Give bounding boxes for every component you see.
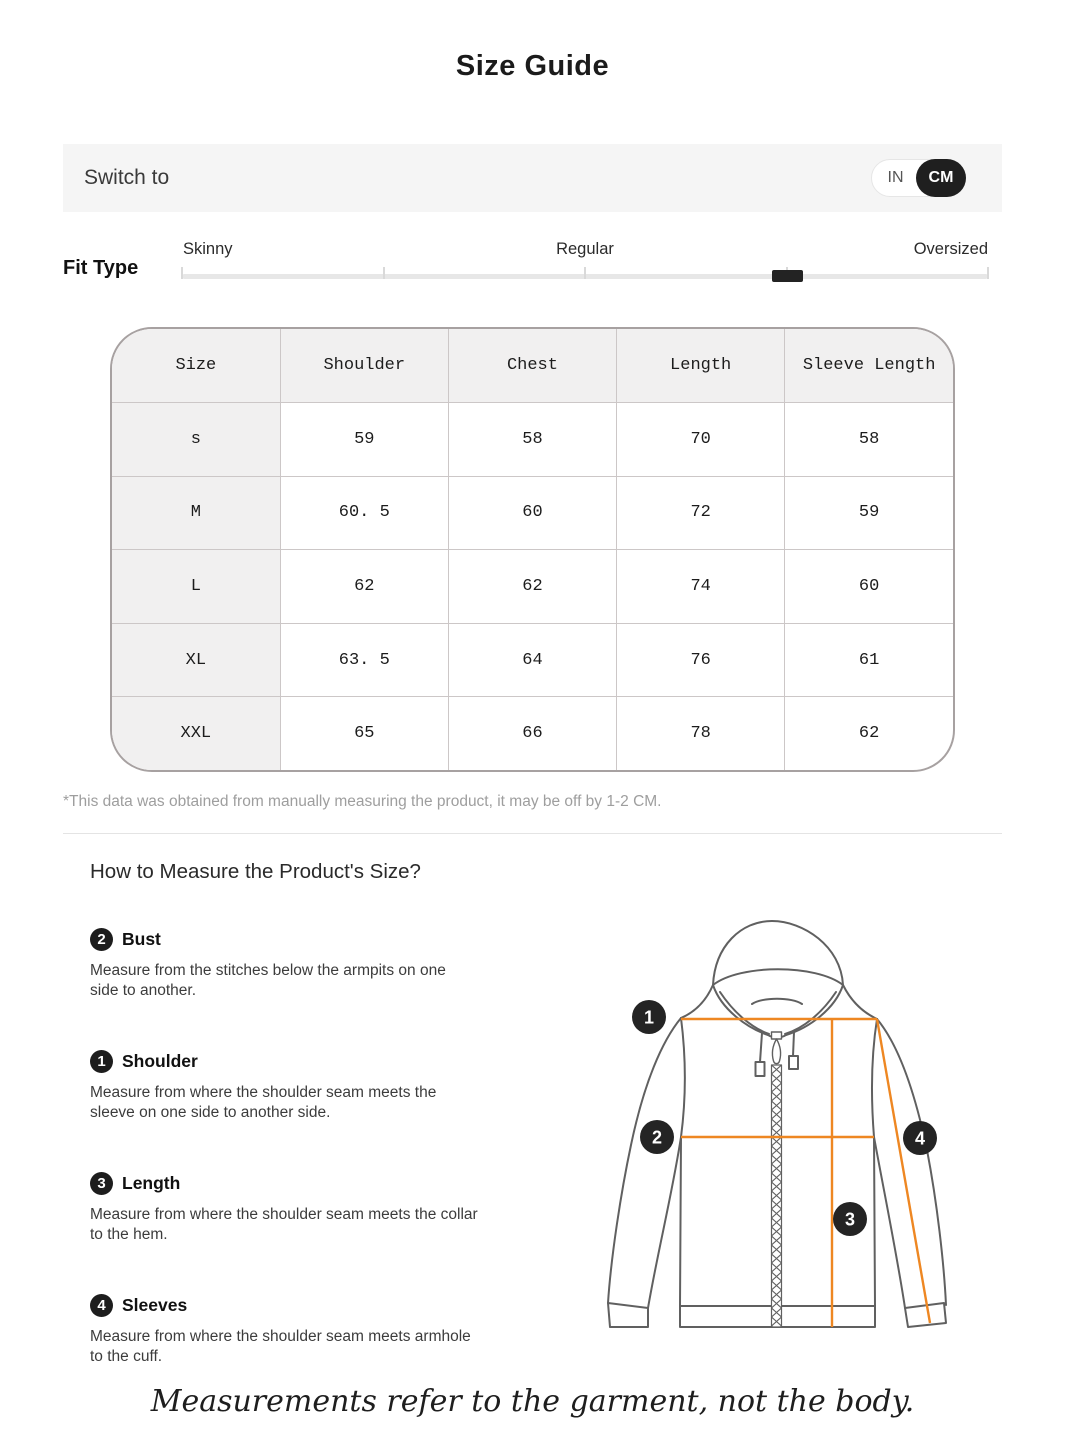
fit-slider-tick [987,267,989,279]
measurement-value-cell: 64 [448,623,616,697]
fit-slider-tick [584,267,586,279]
table-header-cell: Length [617,329,785,403]
section-divider [63,833,1002,834]
measurement-value-cell: 60 [448,476,616,550]
size-label-cell: XL [112,623,280,697]
page-title: Size Guide [455,50,610,82]
measurement-value-cell: 65 [280,697,448,770]
unit-switch-bar [63,144,1002,212]
fit-slider-track[interactable] [182,274,988,279]
table-row [112,476,953,550]
measurement-value-cell: 62 [280,550,448,624]
measurement-value-cell: 62 [448,550,616,624]
footer-note: Measurements refer to the garment, not the body. [150,1384,915,1419]
measurement-lines [681,1019,930,1327]
measure-title: Shoulder [122,1050,198,1071]
measurement-value-cell: 63. 5 [280,623,448,697]
switch-to-label: Switch to [84,166,170,189]
measure-number-badge: 4 [90,1294,113,1317]
measurement-value-cell: 74 [617,550,785,624]
howto-heading: How to Measure the Product's Size? [90,860,421,883]
measurement-value-cell: 78 [617,697,785,770]
marker-3-label: 3 [844,1209,856,1230]
measure-description: Measure from where the shoulder seam meets armhole to the cuff. [90,1328,471,1365]
marker-2-label: 2 [651,1127,663,1148]
measurement-value-cell: 70 [617,403,785,477]
measure-instructions [90,927,490,1367]
table-row [112,697,953,770]
table-row [112,623,953,697]
fit-option-regular: Regular [556,240,614,258]
fit-slider-tick [383,267,385,279]
measurement-value-cell: 66 [448,697,616,770]
measurement-value-cell: 76 [617,623,785,697]
measurement-value-cell: 58 [448,403,616,477]
measurement-value-cell: 59 [280,403,448,477]
size-label-cell: XXL [112,697,280,770]
fit-slider-tick [181,267,183,279]
measurement-disclaimer: *This data was obtained from manually measuring the product, it may be off by 1-2 CM. [63,793,662,810]
measure-description: Measure from the stitches below the armpits on one side to another. [90,962,446,999]
measure-description: Measure from where the shoulder seam meets the sleeve on one side to another side. [90,1084,437,1121]
measurement-value-cell: 60 [785,550,953,624]
fit-type-label: Fit Type [63,257,139,279]
size-label-cell: s [112,403,280,477]
table-header-cell: Size [112,329,280,403]
measure-item-length [90,1171,490,1245]
measure-number-badge: 2 [90,928,113,951]
measure-number-badge: 3 [90,1172,113,1195]
unit-option-in[interactable]: IN [887,169,904,186]
measure-title: Bust [122,928,161,949]
size-label-cell: L [112,550,280,624]
hoodie-diagram [600,905,1065,1345]
measurement-value-cell: 59 [785,476,953,550]
measure-item-bust [90,927,490,1001]
measurement-value-cell: 60. 5 [280,476,448,550]
fit-option-oversized: Oversized [913,240,988,258]
fit-option-skinny: Skinny [183,240,233,258]
measure-title: Sleeves [122,1294,188,1315]
measure-item-sleeves [90,1293,490,1367]
measure-title: Length [122,1172,181,1193]
table-header-cell: Sleeve Length [785,329,953,403]
table-header-cell: Shoulder [280,329,448,403]
measurement-value-cell: 62 [785,697,953,770]
size-label-cell: M [112,476,280,550]
measure-item-shoulder [90,1049,490,1123]
measurement-value-cell: 72 [617,476,785,550]
table-row [112,550,953,624]
measure-description: Measure from where the shoulder seam meets the collar to the hem. [90,1206,478,1243]
marker-1-label: 1 [643,1007,655,1028]
table-row [112,403,953,477]
table-header-cell: Chest [448,329,616,403]
measurement-value-cell: 58 [785,403,953,477]
fit-slider-handle[interactable] [772,270,803,282]
measure-number-badge: 1 [90,1050,113,1073]
unit-option-cm[interactable]: CM [916,159,966,197]
measurement-value-cell: 61 [785,623,953,697]
zipper-teeth [772,1065,782,1327]
marker-4-label: 4 [914,1128,926,1149]
size-table [110,327,955,772]
unit-toggle[interactable] [871,159,966,197]
